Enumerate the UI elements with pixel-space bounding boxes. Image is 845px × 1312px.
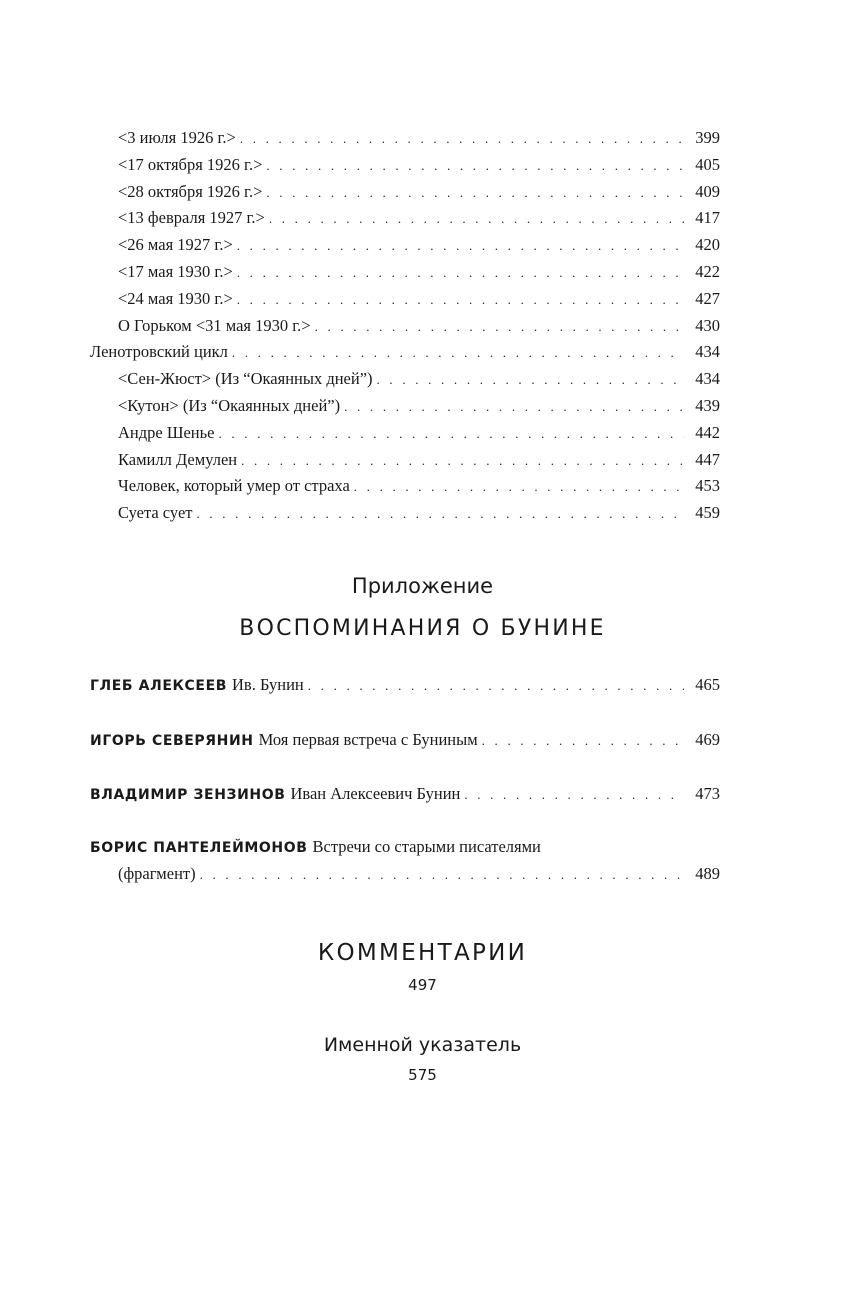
leader-dots	[308, 673, 684, 700]
toc-entry	[90, 500, 720, 527]
toc-entry-title: <3 июля 1926 г.>	[118, 128, 236, 147]
comments-heading: КОММЕНТАРИИ	[317, 940, 528, 966]
toc-entry-title: Суета сует	[118, 503, 193, 523]
toc-entry-title: Андре Шенье	[118, 422, 215, 442]
toc-entry-title: Человек, который умер от страха	[118, 476, 350, 496]
leader-dots	[266, 153, 684, 180]
index-heading: Именной указатель	[323, 1034, 522, 1056]
toc-entry	[90, 339, 720, 366]
toc-entry	[90, 447, 720, 474]
toc-entry	[90, 313, 720, 340]
leader-dots	[482, 728, 684, 755]
memoir-title: Ив. Бунин	[232, 675, 304, 694]
leader-dots	[237, 260, 684, 287]
memoir-line	[90, 672, 720, 699]
toc-entry-title: <26 мая 1927 г.>	[118, 235, 233, 255]
leader-dots	[219, 421, 685, 448]
toc-entry-page: 453	[695, 476, 720, 496]
toc-entry	[90, 473, 720, 500]
leader-dots	[269, 206, 684, 233]
leader-dots	[266, 180, 684, 207]
toc-entry-title: Ленотровский цикл	[90, 342, 228, 362]
toc-entry-page: 447	[695, 449, 720, 469]
toc-entry-page: 417	[695, 208, 720, 228]
toc-entry-title: <24 мая 1930 г.>	[118, 288, 233, 308]
leader-dots	[196, 501, 684, 528]
memoir-page: 489	[695, 863, 720, 883]
memoir-title-continued: (фрагмент)	[118, 863, 196, 883]
memoir-author: ВЛАДИМИР ЗЕНЗИНОВ	[90, 787, 286, 803]
memoir-page: 469	[695, 730, 720, 749]
leader-dots	[354, 474, 684, 501]
leader-dots	[344, 394, 684, 421]
memoir-author: БОРИС ПАНТЕЛЕЙМОНОВ	[90, 840, 308, 856]
toc-entry-title: <Сен-Жюст> (Из “Окаянных дней”)	[118, 369, 373, 389]
comments-page-number: 497	[408, 976, 437, 994]
toc-entry-page: 430	[695, 315, 720, 335]
memoir-line	[90, 781, 720, 808]
leader-dots	[240, 126, 684, 153]
toc-entry-page: 399	[695, 128, 720, 147]
appendix-label: Приложение	[351, 574, 494, 598]
toc-entry	[90, 205, 720, 232]
leader-dots	[237, 233, 684, 260]
memoir-line-continued	[90, 861, 720, 888]
table-of-contents	[90, 125, 720, 527]
toc-entry	[90, 286, 720, 313]
memoir-entry	[90, 672, 720, 699]
toc-entry-title: <17 мая 1930 г.>	[118, 261, 233, 281]
memoir-page: 473	[695, 784, 720, 803]
toc-entry-title: <Кутон> (Из “Окаянных дней”)	[118, 395, 341, 415]
toc-entry-title: <13 февраля 1927 г.>	[118, 208, 265, 228]
toc-entry	[90, 366, 720, 393]
memoir-line	[90, 727, 720, 754]
memoir-entry	[90, 727, 720, 754]
memoir-title: Иван Алексеевич Бунин	[290, 784, 461, 803]
memoir-title: Моя первая встреча с Буниным	[258, 730, 478, 749]
toc-entry-title: <28 октября 1926 г.>	[118, 181, 263, 201]
toc-entry-page: 409	[695, 181, 720, 201]
toc-entry	[90, 259, 720, 286]
memoir-page: 465	[695, 675, 720, 694]
memoir-author: ГЛЕБ АЛЕКСЕЕВ	[90, 678, 227, 694]
toc-entry	[90, 152, 720, 179]
toc-entry-page: 439	[695, 395, 720, 415]
leader-dots	[200, 862, 684, 889]
memoir-entry	[90, 834, 720, 888]
toc-entry-page: 442	[695, 422, 720, 442]
toc-entry	[90, 393, 720, 420]
toc-entry-title: Камилл Демулен	[118, 449, 238, 469]
toc-entry-page: 405	[695, 154, 720, 174]
toc-entry-title: О Горьком <31 мая 1930 г.>	[118, 315, 311, 335]
toc-entry-page: 422	[695, 261, 720, 281]
memoir-author: ИГОРЬ СЕВЕРЯНИН	[90, 733, 254, 749]
index-page-number: 575	[408, 1066, 437, 1084]
leader-dots	[377, 367, 684, 394]
toc-entry	[90, 125, 720, 152]
leader-dots	[241, 448, 684, 475]
leader-dots	[237, 287, 684, 314]
toc-entry-page: 434	[695, 369, 720, 389]
toc-entry-page: 420	[695, 235, 720, 255]
memoir-title: Встречи со старыми писателями	[312, 837, 541, 856]
appendix-title: ВОСПОМИНАНИЯ О БУНИНЕ	[239, 616, 606, 641]
toc-entry-page: 434	[695, 342, 720, 362]
memoir-line	[90, 834, 720, 861]
toc-entry-title: <17 октября 1926 г.>	[118, 154, 263, 174]
toc-entry	[90, 179, 720, 206]
leader-dots	[464, 782, 684, 809]
toc-entry-page: 459	[695, 503, 720, 523]
memoir-entry	[90, 781, 720, 808]
toc-entry	[90, 232, 720, 259]
toc-entry	[90, 420, 720, 447]
leader-dots	[315, 314, 684, 341]
toc-entry-page: 427	[695, 288, 720, 308]
leader-dots	[232, 340, 684, 367]
